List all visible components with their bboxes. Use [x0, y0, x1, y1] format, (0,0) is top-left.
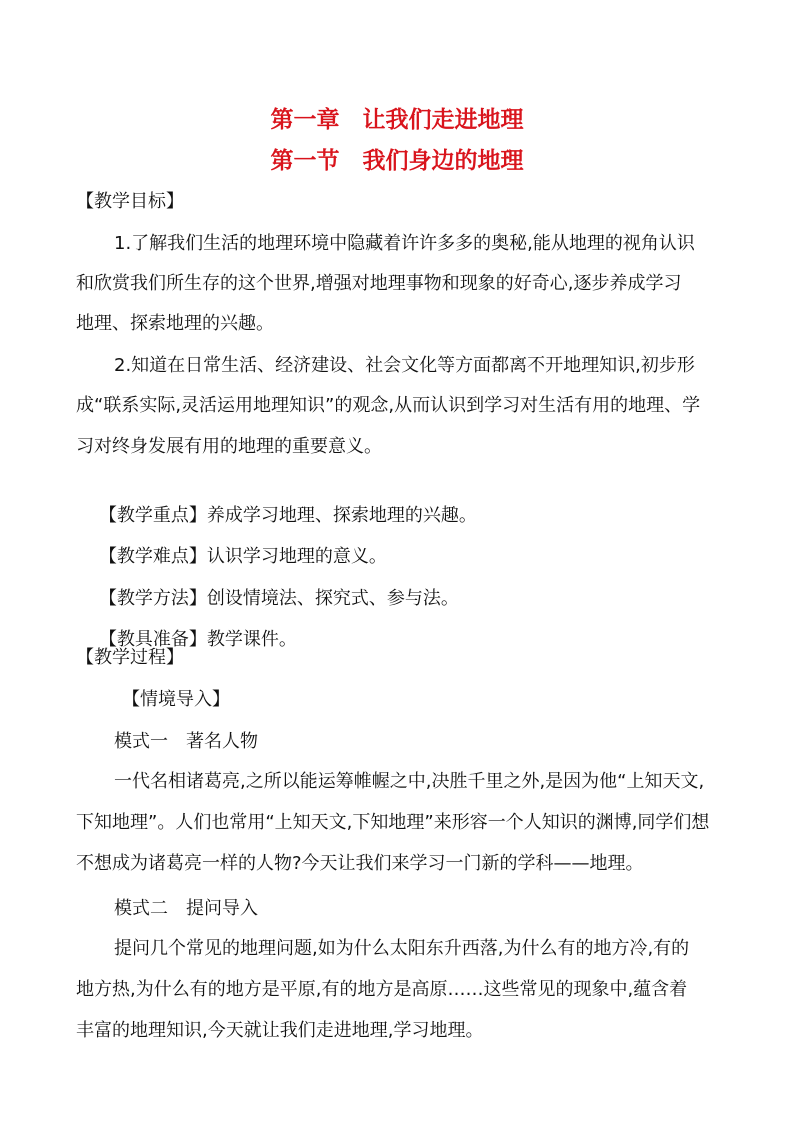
objective-2-line-1: 2.知道在日常生活、经济建设、社会文化等方面都离不开地理知识,初步形	[114, 355, 695, 376]
objective-2-line-2: 成“联系实际,灵活运用地理知识”的观念,从而认识到学习对生活有用的地理、学	[76, 395, 701, 416]
mode1-line-1: 一代名相诸葛亮,之所以能运筹帷幄之中,决胜千里之外,是因为他“上知天文,	[114, 771, 705, 792]
mode2-line-3: 丰富的地理知识,今天就让我们走进地理,学习地理。	[76, 1020, 484, 1041]
method-text: 创设情境法、探究式、参与法。	[206, 588, 459, 609]
objective-1-line-1: 1.了解我们生活的地理环境中隐藏着许许多多的奥秘,能从地理的视角认识	[114, 233, 695, 254]
materials-text: 教学课件。	[206, 629, 297, 650]
mode2-line-1: 提问几个常见的地理问题,如为什么太阳东升西落,为什么有的地方冷,有的	[114, 938, 690, 959]
mode1-line-2: 下知地理”。人们也常用“上知天文,下知地理”来形容一个人知识的渊博,同学们想	[76, 812, 710, 833]
method-label: 【教学方法】	[98, 588, 207, 609]
mode1-title: 模式一 著名人物	[114, 731, 258, 752]
section-title: 第一节 我们身边的地理	[270, 148, 524, 174]
key-point-text: 养成学习地理、探索地理的兴趣。	[206, 505, 477, 526]
difficulty-text: 认识学习地理的意义。	[206, 546, 387, 567]
materials-label: 【教具准备】	[98, 629, 207, 650]
mode2-title: 模式二 提问导入	[114, 898, 258, 919]
objective-1-line-2: 和欣赏我们所生存的这个世界,增强对地理事物和现象的好奇心,逐步养成学习	[76, 273, 682, 294]
process-label: 【教学过程】	[76, 647, 184, 668]
objectives-label: 【教学目标】	[76, 191, 184, 212]
difficulty-label: 【教学难点】	[98, 546, 207, 567]
key-point-label: 【教学重点】	[98, 505, 207, 526]
objective-1-line-3: 地理、探索地理的兴趣。	[76, 313, 274, 334]
mode2-line-2: 地方热,为什么有的地方是平原,有的地方是高原……这些常见的现象中,蕴含着	[76, 979, 688, 1000]
chapter-title: 第一章 让我们走进地理	[270, 107, 524, 133]
objective-2-line-3: 习对终身发展有用的地理的重要意义。	[76, 436, 382, 457]
mode1-line-3: 不想成为诸葛亮一样的人物?今天让我们来学习一门新的学科——地理。	[76, 853, 644, 874]
intro-label: 【情境导入】	[122, 689, 230, 710]
